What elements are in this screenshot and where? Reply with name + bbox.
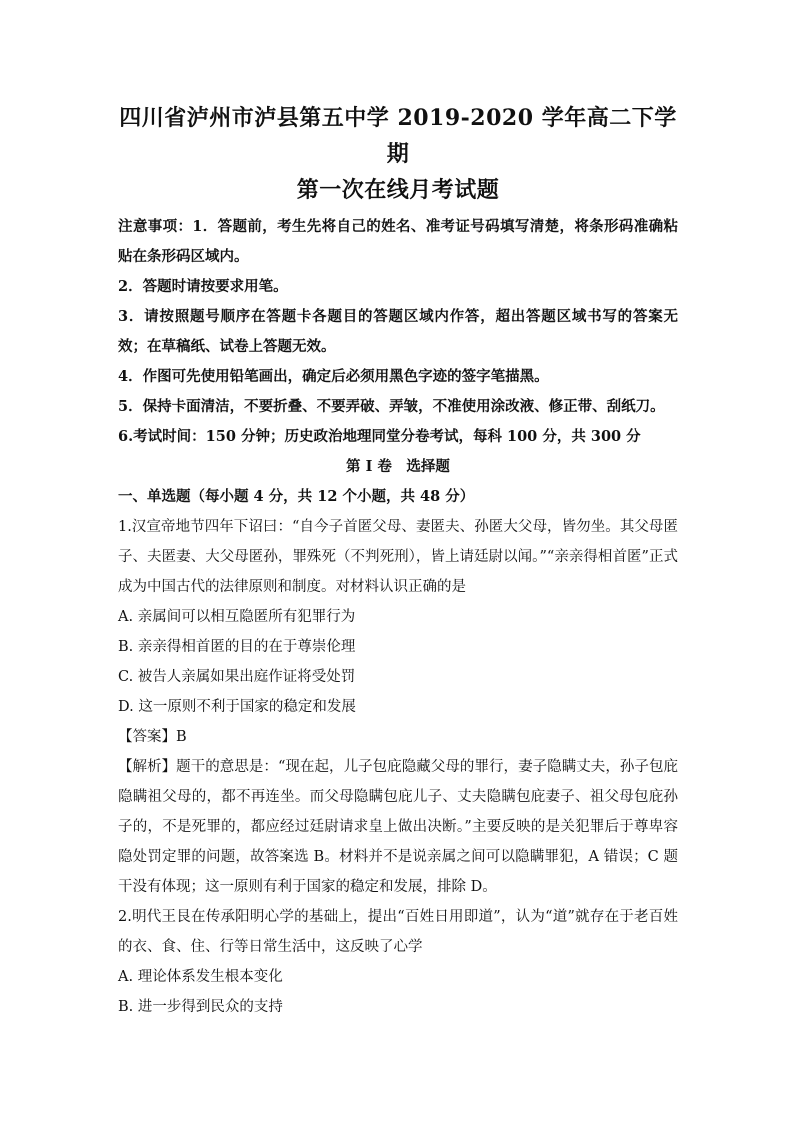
- question-1-option-a: A. 亲属间可以相互隐匿所有犯罪行为: [118, 609, 356, 625]
- note-1: 注意事项：1．答题前，考生先将自己的姓名、准考证号码填写清楚，将条形码准确粘贴在条形码区域内。: [118, 218, 678, 265]
- notes-block: [118, 212, 678, 452]
- question-1-answer: 【答案】B: [118, 729, 187, 745]
- question-2-option-b: B. 进一步得到民众的支持: [118, 999, 283, 1015]
- question-1-option-b: B. 亲亲得相首匿的目的在于尊崇伦理: [118, 639, 356, 655]
- note-2: 2．答题时请按要求用笔。: [118, 278, 288, 295]
- question-1-option-d: D. 这一原则不利于国家的稳定和发展: [118, 699, 356, 715]
- note-5: 5．保持卡面清洁，不要折叠、不要弄破、弄皱，不准使用涂改液、修正带、刮纸刀。: [118, 398, 665, 415]
- question-1-option-c: C. 被告人亲属如果出庭作证将受处罚: [118, 669, 356, 685]
- question-1: [118, 512, 678, 902]
- question-2: [118, 902, 678, 1022]
- question-2-stem: 2.明代王艮在传承阳明心学的基础上，提出“百姓日用即道”，认为“道”就存在于老百姓的衣、食、住、行等日常生活中，这反映了心学: [118, 909, 678, 955]
- question-1-analysis: 【解析】题干的意思是：“现在起，儿子包庇隐藏父母的罪行，妻子隐瞒丈夫，孙子包庇隐瞒祖父母的，都不再连坐。而父母隐瞒包庇儿子、丈夫隐瞒包庇妻子、祖父母包庇孙子的，不是死罪的，都应经过廷尉请求皇上做出决断。”主要反映的是关犯罪后于尊卑容隐处罚定罪的问题，故答案选 B。材料并不是说亲属之间可以隐瞒罪犯，A 错误；C 题干没有体现；这一原则有利于国家的稳定和发展，排除 D。: [118, 759, 678, 895]
- note-6: 6.考试时间：150 分钟；历史政治地理同堂分卷考试，每科 100 分，共 300 分: [118, 428, 641, 445]
- section-title: 第 I 卷 选择题: [346, 458, 450, 475]
- part-title: 一、单选题（每小题 4 分，共 12 个小题，共 48 分）: [118, 488, 475, 505]
- note-4: 4．作图可先使用铅笔画出，确定后必须用黑色字迹的签字笔描黑。: [118, 368, 549, 385]
- note-3: 3．请按照题号顺序在答题卡各题目的答题区域内作答，超出答题区域书写的答案无效；在草稿纸、试卷上答题无效。: [118, 308, 678, 355]
- question-1-stem: 1.汉宣帝地节四年下诏曰：“自今子首匿父母、妻匿夫、孙匿大父母，皆勿坐。其父母匿子、夫匿妻、大父母匿孙，罪殊死（不判死刑），皆上请廷尉以闻。”“亲亲得相首匿”正式成为中国古代的法律原则和制度。对材料认识正确的是: [118, 519, 678, 595]
- doc-title-line2: 第一次在线月考试题: [296, 177, 500, 203]
- question-2-option-a: A. 理论体系发生根本变化: [118, 969, 283, 985]
- doc-title-line1: 四川省泸州市泸县第五中学 2019-2020 学年高二下学期: [119, 105, 677, 167]
- exam-page: [118, 100, 678, 1022]
